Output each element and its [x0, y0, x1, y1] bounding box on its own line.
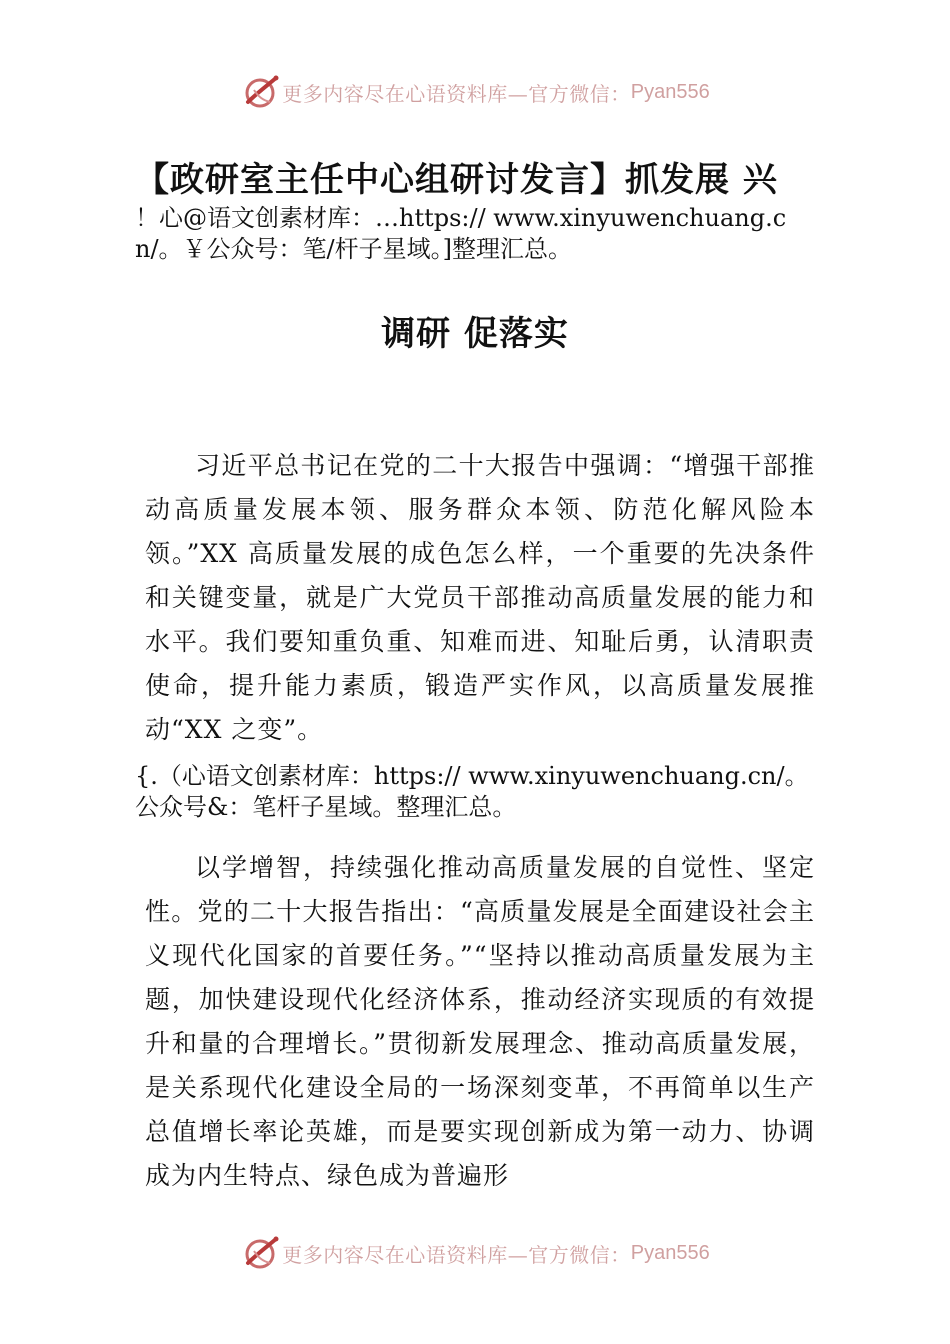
brush-logo-icon: [240, 72, 280, 112]
brush-logo-icon: [240, 1233, 280, 1273]
body-paragraph-1: 习近平总书记在党的二十大报告中强调：“增强干部推动高质量发展本领、服务群众本领、防范化解风险本领。”XX 高质量发展的成色怎么样，一个重要的先决条件和关键变量，就是广大党员干部推动高质量发展的能力和水平。我们要知重负重、知难而进、知耻后勇，认清职责使命，提升能力素质，锻造严实作风，以高质量发展推动“XX 之变”。: [145, 451, 815, 744]
footer-watermark: [0, 1231, 950, 1275]
watermark-ad-text: 更多内容尽在心语资料库—官方微信：: [282, 81, 631, 106]
header-watermark: [0, 70, 950, 114]
document-title-line1: 【政研室主任中心组研讨发言】抓发展 兴: [135, 160, 778, 200]
document-title-line2: 调研 促落实: [381, 314, 569, 354]
watermark-ad-text: 更多内容尽在心语资料库—官方微信：: [282, 1242, 631, 1267]
watermark-wechat-id: Pyan556: [630, 80, 710, 103]
source-note-1: ！心@语文创素材库：…https:// www.xinyuwenchuang.cn/。￥公众号：笔/杆子星域。]整理汇总。: [135, 204, 787, 263]
watermark-wechat-id: Pyan556: [630, 1241, 710, 1264]
source-note-2: {.（心语文创素材库：https:// www.xinyuwenchuang.cn/。公众号&：笔杆子星域。整理汇总。: [135, 762, 809, 821]
body-paragraph-2: 以学增智，持续强化推动高质量发展的自觉性、坚定性。党的二十大报告指出：“高质量发展是全面建设社会主义现代化国家的首要任务。”“坚持以推动高质量发展为主题，加快建设现代化经济体系，推动经济实现质的有效提升和量的合理增长。”贯彻新发展理念、推动高质量发展，是关系现代化建设全局的一场深刻变革，不再简单以生产总值增长率论英雄，而是要实现创新成为第一动力、协调成为内生特点、绿色成为普遍形: [145, 853, 815, 1190]
